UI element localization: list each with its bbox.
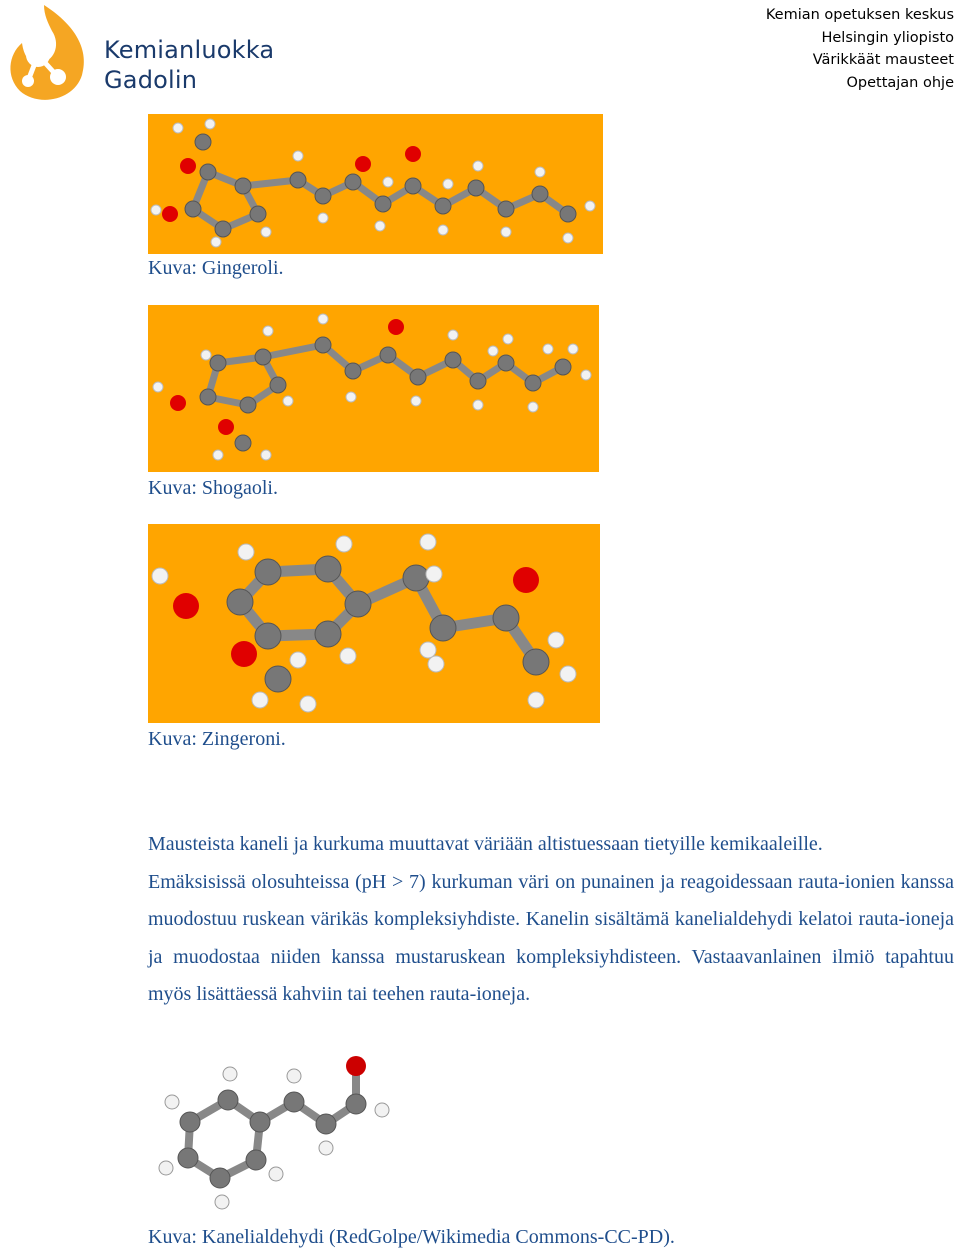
cinnamaldehyde-molecule-image bbox=[150, 1050, 400, 1220]
figure-caption-cinnamaldehyde: Kuva: Kanelialdehydi (RedGolpe/Wikimedia Commons-CC-PD). bbox=[148, 1226, 675, 1248]
header-line-university: Helsingin yliopisto bbox=[821, 29, 954, 46]
logo-mark-icon bbox=[4, 3, 94, 107]
gingerol-molecule-image bbox=[148, 114, 603, 254]
figure-caption-shogaol: Kuva: Shogaoli. bbox=[148, 477, 278, 499]
header-line-institution: Kemian opetuksen keskus bbox=[765, 7, 954, 23]
document-header bbox=[766, 4, 954, 94]
header-line-guide: Opettajan ohje bbox=[846, 74, 954, 91]
zingerone-molecule-image bbox=[148, 524, 600, 723]
body-paragraph bbox=[148, 826, 954, 1014]
paragraph-line-1: Mausteista kaneli ja kurkuma muuttavat väriään altistuessaan tietyille kemikaaleille. bbox=[148, 833, 823, 855]
logo-line-2: Gadolin bbox=[104, 66, 198, 94]
gadolin-logo bbox=[4, 3, 274, 107]
figure-caption-gingerol: Kuva: Gingeroli. bbox=[148, 257, 284, 279]
figure-caption-zingerone: Kuva: Zingeroni. bbox=[148, 728, 286, 750]
paragraph-text: Emäksisissä olosuhteissa (pH > 7) kurkuman väri on punainen ja reagoidessaan rauta-ionien kanssa muodostuu ruskean värikäs kompleksiyhdiste. Kanelin sisältämä kanelialdehydi kelatoi rauta-ioneja ja muodostaa niiden kanssa mustaruskean kompleksiyhdisteen. Vastaavanlainen ilmiö tapahtuu myös lisättäessä kahviin tai teehen rauta-ioneja. bbox=[148, 870, 954, 1005]
header-line-topic: Värikkäät mausteet bbox=[812, 52, 954, 68]
shogaol-molecule-image bbox=[148, 305, 599, 472]
logo-line-1: Kemianluokka bbox=[104, 36, 275, 64]
